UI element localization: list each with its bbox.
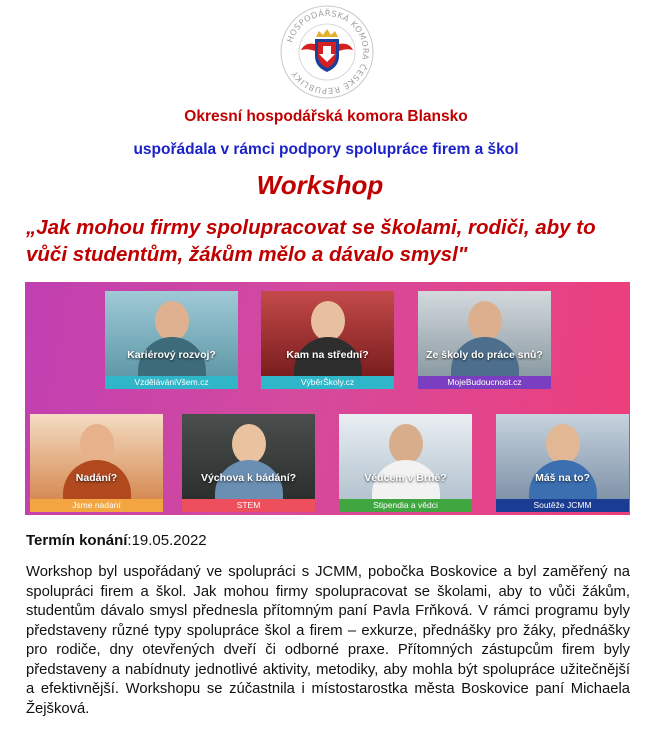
event-type-heading: Workshop — [256, 170, 384, 200]
organizer-heading: Okresní hospodářská komora Blansko — [184, 108, 468, 125]
banner-card-competitions — [496, 414, 629, 512]
banner-card-site: Stipendia a vědci — [339, 499, 472, 512]
banner-card-caption: Výchova k bádání? — [200, 472, 297, 484]
banner-card-dream-job — [418, 291, 551, 389]
banner-card-caption: Kariérový rozvoj? — [127, 349, 216, 361]
banner-card-caption: Kam na střední? — [286, 349, 369, 361]
banner-card-site: Soutěže JCMM — [496, 499, 629, 512]
banner-card-site: VzdělávániVšem.cz — [105, 376, 238, 389]
banner-card-site: VýběrŠkoly.cz — [261, 376, 394, 389]
banner-card-caption: Nadání? — [75, 472, 118, 484]
banner-card-high-school — [261, 291, 394, 389]
banner-card-career — [105, 291, 238, 389]
event-date-value: :19.05.2022 — [127, 532, 207, 549]
banner-card-stem — [182, 414, 315, 512]
event-description: Workshop byl uspořádaný ve spolupráci s JCMM, pobočka Boskovice a byl zaměřený na spolupráci firem a škol. Jak mohou firmy spolupracovat se školami, aby to vůči žákům, studentům dávalo smysl přednesla přítomným paní Pavla Frňková. V rámci programu byly představeny různé typy spolupráce škol a firem – exkurze, přednášky pro žáky, přednášky pro rodiče, dny otevřených dveří či odborné praxe. Přítomných zástupcům firem byly představeny a nabídnuty jednotlivé aktivity, metodiky, aby mohla být spolupráce užitečnější a efektivnější. Workshopu se zúčastnila i místostarostka města Boskovice paní Michaela Žejšková. — [26, 564, 630, 717]
banner-card-caption: Ze školy do práce snů? — [426, 349, 543, 361]
organizer-subtitle: uspořádala v rámci podpory spolupráce firem a škol — [133, 141, 519, 158]
banner-card-site: MojeBudoucnost.cz — [418, 376, 551, 389]
chamber-logo — [279, 4, 375, 100]
event-date — [26, 532, 207, 549]
svg-text:HOSPODÁŘSKÁ KOMORA ČESKÉ REPUB: HOSPODÁŘSKÁ KOMORA ČESKÉ REPUBLIKY — [284, 7, 372, 97]
banner-card-site: Jsme nadaní — [30, 499, 163, 512]
banner-card-caption: Vědcem v Brně? — [364, 472, 447, 484]
program-banner — [25, 282, 630, 515]
banner-card-scientist — [339, 414, 472, 512]
banner-card-site: STEM — [182, 499, 315, 512]
banner-card-talent — [30, 414, 163, 512]
event-date-label: Termín konání — [26, 532, 128, 549]
event-title: „Jak mohou firmy spolupracovat se školami, rodiči, aby to vůči studentům, žákům mělo a dávalo smysl" — [26, 216, 596, 266]
banner-card-caption: Máš na to? — [535, 472, 590, 484]
